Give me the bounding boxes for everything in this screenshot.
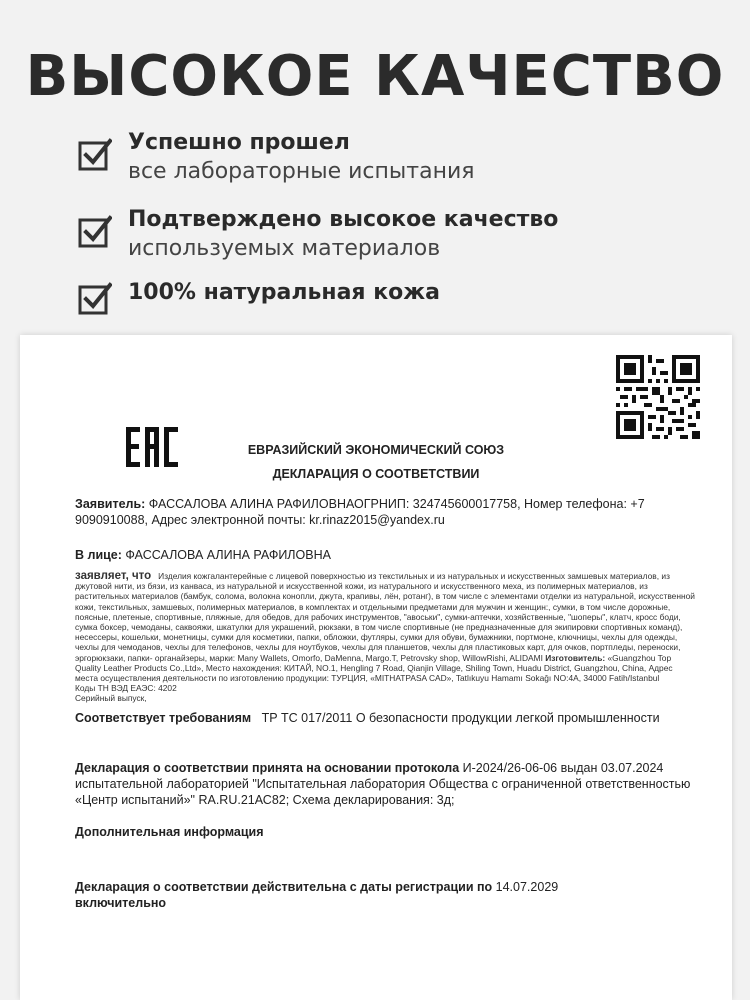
feature-subtitle: все лабораторные испытания xyxy=(128,159,475,184)
validity-section xyxy=(75,879,695,911)
feature-item xyxy=(78,278,440,316)
tnved-codes: Коды ТН ВЭД ЕАЭС: 4202 xyxy=(75,683,177,694)
declares-section xyxy=(75,571,695,704)
valid-date: 14.07.2029 xyxy=(495,880,559,894)
union-header: ЕВРАЗИЙСКИЙ ЭКОНОМИЧЕСКИЙ СОЮЗ xyxy=(247,443,505,457)
feature-subtitle: используемых материалов xyxy=(128,236,441,261)
applicant-section xyxy=(75,496,695,528)
page-title: ВЫСОКОЕ КАЧЕСТВО xyxy=(25,44,725,109)
declaration-document xyxy=(20,335,732,1000)
valid-label: Декларация о соответствии действительна с даты регистрации по xyxy=(75,880,493,894)
qr-code xyxy=(616,355,700,439)
check-square-icon xyxy=(78,215,112,249)
declares-label: заявляет, что xyxy=(75,570,152,582)
basis-text: И-2024/26-06-06 выдан 03.07.2024 испытательной лабораторией "Испытательная лаборатория Общества с ограниченной ответственностью «Центр испытаний»" RA.RU.21АС82; Схема декларирования: 3д; xyxy=(75,761,691,807)
feature-title: Подтверждено высокое качество xyxy=(128,207,559,232)
declaration-title: ДЕКЛАРАЦИЯ О СООТВЕТСТВИИ xyxy=(272,467,480,481)
applicant-text: ФАССАЛОВА АЛИНА РАФИЛОВНАОГРНИП: 324745600017758, Номер телефона: +7 9090910088, Адрес электронной почты: kr.rinaz2015@yandex.ru xyxy=(75,497,645,527)
person-text: ФАССАЛОВА АЛИНА РАФИЛОВНА xyxy=(125,548,331,562)
complies-section xyxy=(75,710,695,726)
check-square-icon xyxy=(78,282,112,316)
basis-label: Декларация о соответствии принята на основании протокола xyxy=(75,761,460,775)
person-section xyxy=(75,547,695,563)
applicant-label: Заявитель: xyxy=(75,497,146,511)
feature-item xyxy=(78,205,558,263)
valid-suffix: включительно xyxy=(75,896,167,910)
additional-info-label: Дополнительная информация xyxy=(75,825,264,839)
complies-text: ТР ТС 017/2011 О безопасности продукции легкой промышленности xyxy=(261,711,660,725)
declares-text: Изделия кожгалантерейные с лицевой поверхностью из текстильных и из натуральных и искусственных замшевых материалов, из джутовой нити, из бязи, из канваса, из натуральной и искусственной кожи, из натурального и искусственного меха, из полимерных материалов, из растительных материалов (бамбук, солома, волокна конопли, джута, крапивы, лён, ротанг), в том числе с элементами отделки из натуральной, искусственной кожи, текстильных, замшевых, полимерных материалов, в комплектах и отдельными предметами для мужчин и женщин:, сумки, в том числе дорожные, поясные, плетеные, спортивные, пляжные, для обедов, для рабочих инструментов, "авоськи", сумки-аптечки, хозяйственные, "шоперы", клатч, кросс боди, сумка боксер, чемоданы, саквояжи, шкатулки для украшений, рюкзаки, в том числе спортивные (не предназначенные для экипировки спортивных команд), несессеры, кошельки, монетницы, сумки для косметики, папки, обложки, футляры, сумки для обуви, бумажники, портмоне, ключницы, чехлы для одежды, чехлы для чемоданов, чехлы для телефонов, чехлы для ноутбуков, чехлы для планшетов, чехлы для пластиковых карт, для очков, портпледы, переноски, эргорюкзаки, папки- органайзеры, марки: Many Wallets, Omorfo, DaMenna, Margo.T, Petrovsky shop, WillowRishi, ALIDAMI xyxy=(75,571,695,663)
feature-title: Успешно прошел xyxy=(128,130,350,155)
basis-section xyxy=(75,760,695,808)
serial-release: Серийный выпуск, xyxy=(75,693,147,704)
feature-item xyxy=(78,128,475,186)
person-label: В лице: xyxy=(75,548,122,562)
manufacturer-text: «Guangzhou Top Quality Leather Products Co.,Ltd», Место нахождения: КИТАЙ, NO.1, Hengling 7 Road, Qianjin Village, Shiling Town, Huadu District, Guangzhou, China, Адрес места осуществления деятельности по изготовлению продукции: ТУРЦИЯ, «MITHATPASA CAD», Tatlıkuyu Hamamı Sokağı NO:4A, 34000 Fatih/Istanbul xyxy=(75,652,673,684)
check-square-icon xyxy=(78,138,112,172)
complies-label: Соответствует требованиям xyxy=(75,711,252,725)
manufacturer-label: Изготовитель: xyxy=(545,652,606,663)
feature-title: 100% натуральная кожа xyxy=(128,280,440,305)
